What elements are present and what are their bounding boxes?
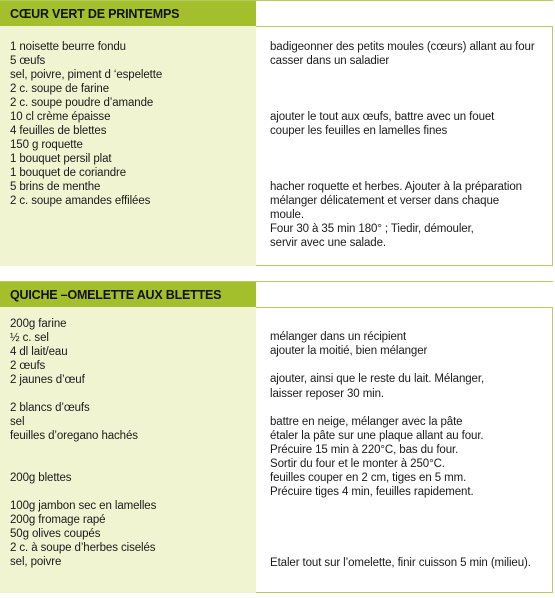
ingredient-line: ½ c. sel [10,332,49,344]
ingredient-line: 2 c. à soupe d’herbes ciselés [10,542,156,554]
ingredient-line: 5 œufs [10,55,46,67]
step-line: Sortir du four et le monter à 250°C. [270,458,445,470]
ingredients-panel [0,307,256,593]
step-line: ajouter, ainsi que le reste du lait. Mélanger, [270,373,485,385]
ingredient-line: 2 jaunes d’œuf [10,374,85,386]
step-line: laisser reposer 30 min. [270,388,385,400]
ingredient-line: 1 bouquet persil plat [10,153,112,165]
recipe-header [0,281,553,307]
step-line: battre en neige, mélanger avec la pâte [270,416,463,428]
step-line: Précuire 15 min à 220°C, bas du four. [270,444,459,456]
step-line: ajouter le tout aux œufs, battre avec un fouet [270,111,495,123]
ingredient-line: 2 c. soupe de farine [10,83,110,95]
step-line: Etaler tout sur l’omelette, finir cuisson 5 min (milieu). [270,557,531,569]
ingredient-line: 2 c. soupe poudre d’amande [10,97,154,109]
recipe-title: CŒUR VERT DE PRINTEMPS [10,7,180,21]
step-line: couper les feuilles en lamelles fines [270,125,448,137]
ingredient-line: 150 g roquette [10,139,83,151]
ingredient-line: 100g jambon sec en lamelles [10,500,157,512]
steps-panel [256,307,553,593]
recipe-card-quiche-omelette [0,281,555,593]
recipe-card-coeur-vert [0,0,555,266]
ingredient-line: sel, poivre, piment d ‘espelette [10,69,163,81]
ingredient-line: 4 feuilles de blettes [10,125,107,137]
ingredient-line: 1 noisette beurre fondu [10,41,126,53]
ingredient-line: 200g farine [10,318,67,330]
ingredient-line: sel [10,416,25,428]
ingredient-line: 10 cl crème épaisse [10,111,111,123]
step-line: servir avec une salade. [270,237,386,249]
step-line: moule. [270,209,304,221]
ingredient-line: 200g blettes [10,472,72,484]
ingredient-line: 4 dl lait/eau [10,346,68,358]
step-line: mélanger délicatement et verser dans chaque [270,195,500,207]
step-line: badigeonner des petits moules (cœurs) allant au four [270,41,535,53]
ingredient-line: 5 brins de menthe [10,181,101,193]
ingredient-line: 2 œufs [10,360,46,372]
ingredient-line: 2 c. soupe amandes effilées [10,195,151,207]
ingredient-line: sel, poivre [10,556,62,568]
ingredient-line: 1 bouquet de coriandre [10,167,127,179]
step-line: Four 30 à 35 min 180° ; Tiedir, démouler, [270,223,474,235]
recipe-title: QUICHE –OMELETTE AUX BLETTES [10,288,222,302]
ingredient-line: feuilles d’oregano hachés [10,430,138,442]
recipe-header [0,0,553,26]
ingredients-panel [0,26,256,266]
ingredient-line: 2 blancs d’œufs [10,402,90,414]
step-line: hacher roquette et herbes. Ajouter à la préparation [270,181,522,193]
ingredient-line: 200g fromage rapé [10,514,106,526]
step-line: casser dans un saladier [270,55,390,67]
step-line: ajouter la moitié, bien mélanger [270,345,428,357]
steps-panel [256,26,553,266]
step-line: Précuire tiges 4 min, feuilles rapidement. [270,486,474,498]
step-line: feuilles couper en 2 cm, tiges en 5 mm. [270,472,467,484]
step-line: étaler la pâte sur une plaque allant au four. [270,430,484,442]
ingredient-line: 50g olives coupés [10,528,101,540]
step-line: mélanger dans un récipient [270,331,407,343]
